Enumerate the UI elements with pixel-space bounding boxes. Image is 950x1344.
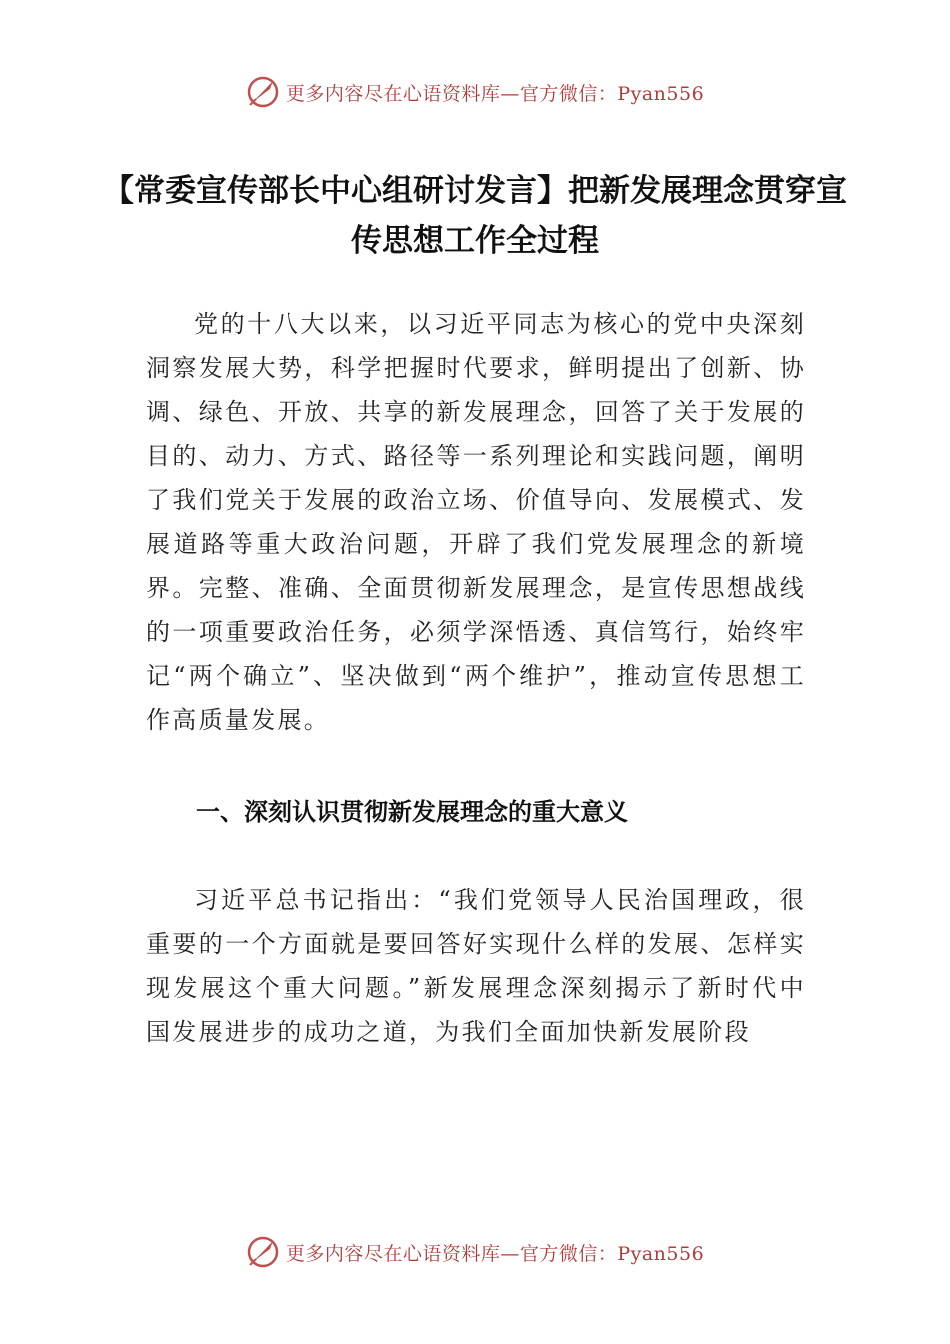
paragraph-intro: 党的十八大以来，以习近平同志为核心的党中央深刻洞察发展大势，科学把握时代要求，鲜明提出了创新、协调、绿色、开放、共享的新发展理念，回答了关于发展的目的、动力、方式、路径等一系列理论和实践问题，阐明了我们党关于发展的政治立场、价值导向、发展模式、发展道路等重大政治问题，开辟了我们党发展理念的新境界。完整、准确、全面贯彻新发展理念，是宣传思想战线的一项重要政治任务，必须学深悟透、真信笃行，始终牢记“两个确立”、坚决做到“两个维护”，推动宣传思想工作高质量发展。 [146,310,806,734]
section-heading-1: 一、深刻认识贯彻新发展理念的重大意义 [196,798,628,826]
paragraph-section-1: 习近平总书记指出：“我们党领导人民治国理政，很重要的一个方面就是要回答好实现什么样的发展、怎样实现发展这个重大问题。”新发展理念深刻揭示了新时代中国发展进步的成功之道，为我们全面加快新发展阶段 [146,886,806,1046]
watermark-banner-bottom [0,1232,950,1272]
document-title: 【常委宣传部长中心组研讨发言】把新发展理念贯穿宣传思想工作全过程 [103,173,847,259]
quill-pen-logo-icon [246,1235,280,1269]
watermark-banner-top [0,72,950,112]
watermark-text: 更多内容尽在心语资料库—官方微信：Pyan556 [285,1242,705,1265]
quill-pen-logo-icon [246,75,280,109]
watermark-text: 更多内容尽在心语资料库—官方微信：Pyan556 [285,82,705,105]
